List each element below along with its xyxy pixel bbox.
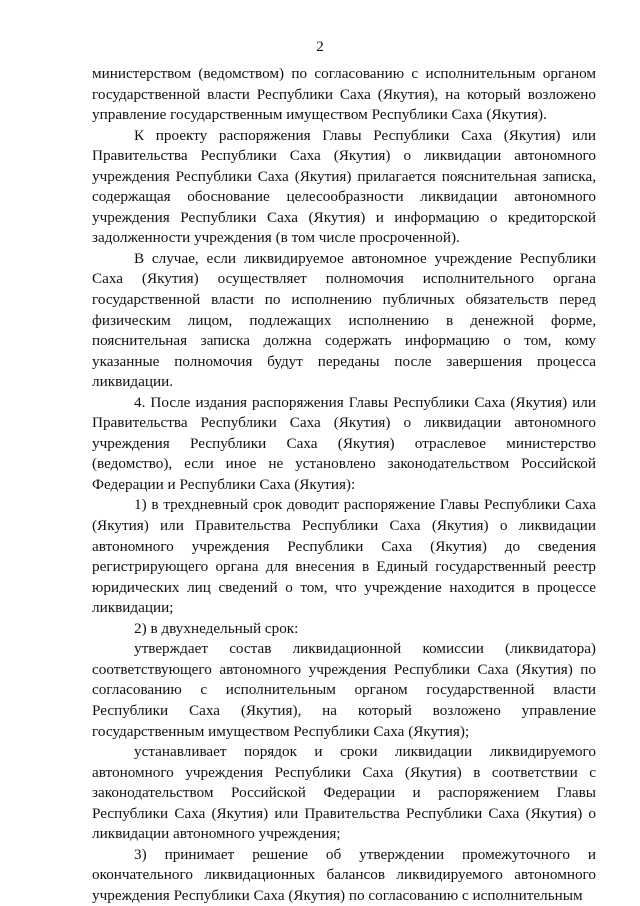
paragraph-sets-procedure: устанавливает порядок и сроки ликвидации ликвидируемого автономного учреждения Республики Саха (Якутия) в соответствии с законодательством Российской Федерации и распоряжением Главы Республики Саха (Якутия) или Правительства Республики Саха (Якутия) о ликвидации автономного учреждения; [92, 743, 596, 843]
page-number: 2 [316, 39, 324, 55]
paragraph-public-obligations: В случае, если ликвидируемое автономное учреждение Республики Саха (Якутия) осуществляет полномочия исполнительного органа государственной власти по исполнению публичных обязательств перед физическим лицом, подлежащих исполнению в денежной форме, пояснительная записка должна содержать информацию о том, кому указанные полномочия будут переданы после завершения процесса ликвидации. [92, 249, 596, 391]
paragraph-continuation: министерством (ведомством) по согласованию с исполнительным органом государственной власти Республики Саха (Якутия), на который возложено управление государственным имуществом Республики Саха (Якутия). [92, 65, 596, 124]
paragraph-explanatory-note: К проекту распоряжения Главы Республики Саха (Якутия) или Правительства Республики Саха (Якутия) о ликвидации автономного учреждения Республики Саха (Якутия) прилагается пояснительная записка, содержащая обоснование целесообразности ликвидации автономного учреждения Республики Саха (Якутия) и информацию о кредиторской задолженности учреждения (в том числе просроченной). [92, 126, 596, 247]
paragraph-subitem-1: 1) в трехдневный срок доводит распоряжение Главы Республики Саха (Якутия) или Правительства Республики Саха (Якутия) о ликвидации автономного учреждения Республики Саха (Якутия) до сведения регистрирующего органа для внесения в Единый государственный реестр юридических лиц сведений о том, что учреждение находится в процессе ликвидации; [92, 496, 596, 617]
paragraph-approves-commission: утверждает состав ликвидационной комиссии (ликвидатора) соответствующего автономного учреждения Республики Саха (Якутия) по согласованию с исполнительным органом государственной власти Республики Саха (Якутия), на который возложено управление государственным имуществом Республики Саха (Якутия); [92, 640, 596, 740]
paragraph-subitem-3: 3) принимает решение об утверждении промежуточного и окончательного ликвидационных балансов ликвидируемого автономного учреждения Республики Саха (Якутия) по согласованию с исполнительным [92, 845, 596, 904]
paragraph-item-4: 4. После издания распоряжения Главы Республики Саха (Якутия) или Правительства Республики Саха (Якутия) о ликвидации автономного учреждения Республики Саха (Якутия) отраслевое министерство (ведомство), если иное не установлено законодательством Российской Федерации и Республики Саха (Якутия): [92, 393, 596, 493]
document-body [92, 64, 596, 906]
paragraph-subitem-2: 2) в двухнедельный срок: [134, 619, 299, 637]
